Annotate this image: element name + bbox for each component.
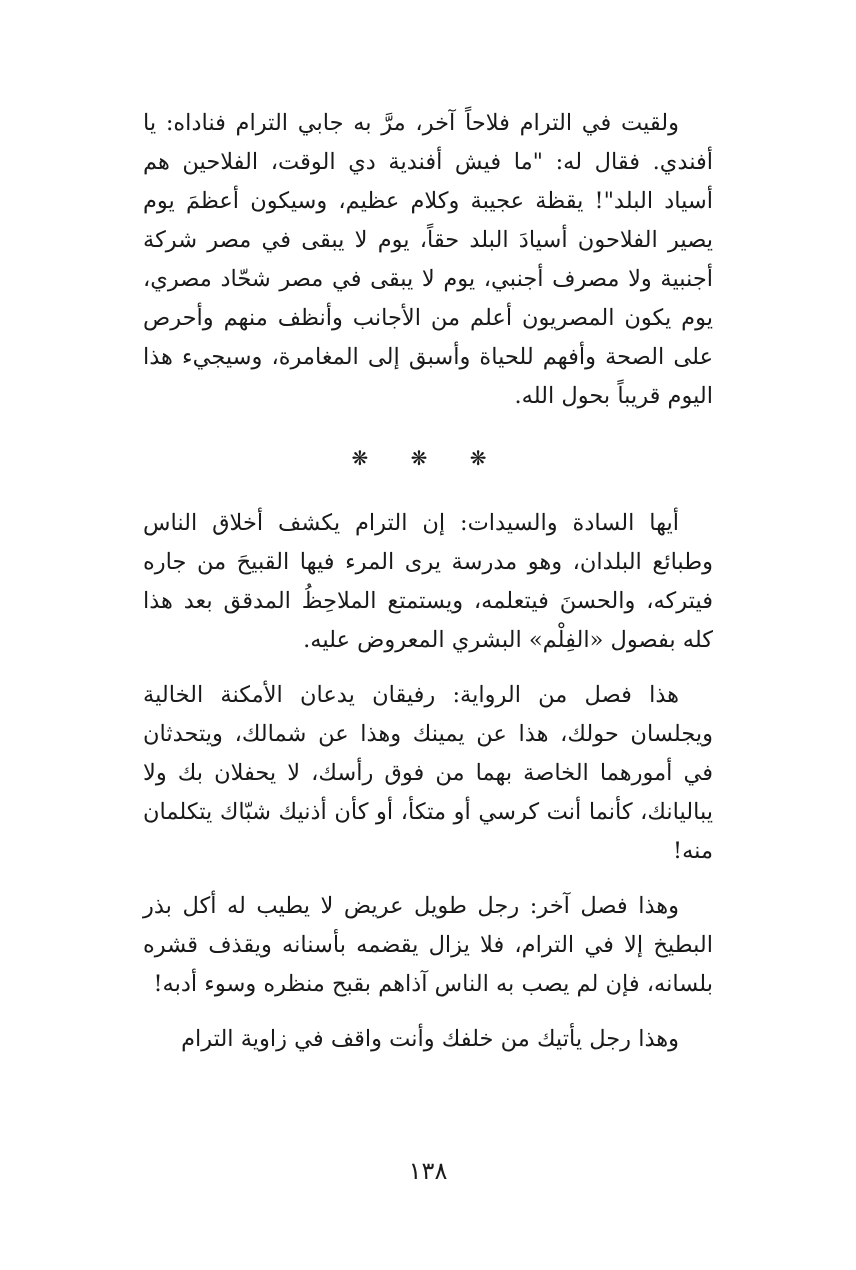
paragraph-3: هذا فصل من الرواية: رفيقان يدعان الأمكنة الخالية ويجلسان حولك، هذا عن يمينك وهذا عن شمالك، ويتحدثان في أمورهما الخاصة بهما من فوق رأسك، لا يحفلان بك ولا يباليانك، كأنما أنت كرسي أو متكأ، أو كأن أذنيك شبّاك يتكلمان منه! <box>143 682 713 864</box>
section-separator: ❋ ❋ ❋ <box>351 446 505 470</box>
page-body <box>143 104 713 1059</box>
paragraph-5: وهذا رجل يأتيك من خلفك وأنت واقف في زاوية الترام <box>181 1026 679 1052</box>
paragraph-2: أيها السادة والسيدات: إن الترام يكشف أخلاق الناس وطبائع البلدان، وهو مدرسة يرى المرء فيها القبيحَ من جاره فيتركه، والحسنَ فيتعلمه، ويستمتع الملاحِظُ المدقق بعد هذا كله بفصول «الفِلْم» البشري المعروض عليه. <box>143 510 713 653</box>
page-number: ١٣٨ <box>408 1157 448 1185</box>
paragraph-1: ولقيت في الترام فلاحاً آخر، مرَّ به جابي الترام فناداه: يا أفندي. فقال له: "ما فيش أفندية دي الوقت، الفلاحين هم أسياد البلد"! يقظة عجيبة وكلام عظيم، وسيكون أعظمَ يوم يصير الفلاحون أسيادَ البلد حقاً، يوم لا يبقى في مصر شركة أجنبية ولا مصرف أجنبي، يوم لا يبقى في مصر شحّاد مصري، يوم يكون المصريون أعلم من الأجانب وأنظف منهم وأحرص على الصحة وأفهم للحياة وأسبق إلى المغامرة، وسيجيء هذا اليوم قريباً بحول الله. <box>143 110 713 409</box>
paragraph-4: وهذا فصل آخر: رجل طويل عريض لا يطيب له أكل بذر البطيخ إلا في الترام، فلا يزال يقضمه بأسنانه ويقذف قشره بلسانه، فإن لم يصب به الناس آذاهم بقبح منظره وسوء أدبه! <box>143 893 713 997</box>
